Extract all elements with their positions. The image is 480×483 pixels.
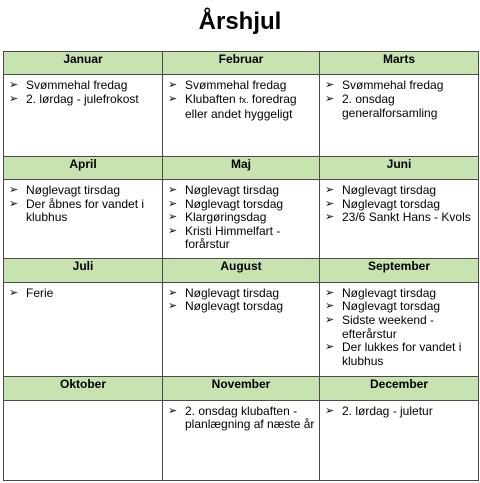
list-item: ➢ 2. lørdag - juletur xyxy=(342,405,474,419)
list-item xyxy=(185,93,315,121)
month-cell-oktober xyxy=(4,400,163,480)
month-cell-juni xyxy=(320,180,479,259)
list-item: ➢ 23/6 Sankt Hans - Kvols xyxy=(342,211,474,225)
month-header: April xyxy=(4,156,163,179)
list-item: ➢ Klargøringsdag xyxy=(185,211,315,225)
list-item: ➢ Svømmehal fredag xyxy=(26,79,158,93)
list-item: ➢ Svømmehal fredag xyxy=(342,79,474,93)
month-header: Januar xyxy=(4,52,163,75)
month-cell-januar xyxy=(4,75,163,156)
month-header: Juni xyxy=(320,156,479,179)
list-item: ➢ Nøglevagt tirsdag xyxy=(185,287,315,301)
list-item: ➢ Nøglevagt torsdag xyxy=(342,300,474,314)
list-item: ➢ Nøglevagt tirsdag xyxy=(342,287,474,301)
month-cell-april xyxy=(4,180,163,259)
month-header: August xyxy=(163,259,320,282)
list-item: ➢ Kristi Himmelfart - forårstur xyxy=(185,225,315,252)
list-item: ➢ 2. lørdag - julefrokost xyxy=(26,93,158,107)
month-header: Marts xyxy=(320,52,479,75)
list-item: ➢ 2. onsdag generalforsamling xyxy=(342,93,474,120)
month-header-row xyxy=(4,259,479,282)
month-header-row xyxy=(4,156,479,179)
list-item: ➢ Sidste weekend - efterårstur xyxy=(342,314,474,341)
month-header: Maj xyxy=(163,156,320,179)
month-header-row xyxy=(4,377,479,400)
list-item-text-tail: foredrag xyxy=(248,91,297,106)
month-cell-december xyxy=(320,400,479,480)
month-header: Oktober xyxy=(4,377,163,400)
list-item-note: fx. xyxy=(239,94,249,105)
calendar-table xyxy=(3,51,479,481)
month-cell-februar xyxy=(163,75,320,156)
list-item: ➢ Nøglevagt tirsdag xyxy=(185,184,315,198)
list-item: ➢ Nøglevagt tirsdag xyxy=(26,184,158,198)
list-item: ➢ Svømmehal fredag xyxy=(185,79,315,93)
month-header-row xyxy=(4,52,479,75)
list-item: ➢ Ferie xyxy=(26,287,158,301)
month-header: December xyxy=(320,377,479,400)
list-item: ➢ Nøglevagt torsdag xyxy=(185,300,315,314)
month-content-row xyxy=(4,180,479,259)
list-item: ➢ Nøglevagt tirsdag xyxy=(342,184,474,198)
month-content-row xyxy=(4,400,479,480)
month-content-row xyxy=(4,75,479,156)
list-item: ➢ Nøglevagt torsdag xyxy=(342,198,474,212)
month-cell-marts xyxy=(320,75,479,156)
month-cell-maj xyxy=(163,180,320,259)
list-item: ➢ Der lukkes for vandet i klubhus xyxy=(342,341,474,368)
page-title: Årshjul xyxy=(198,8,282,35)
month-header: Februar xyxy=(163,52,320,75)
list-item: ➢ Der åbnes for vandet i klubhus xyxy=(26,198,158,225)
month-header: November xyxy=(163,377,320,400)
month-cell-september xyxy=(320,282,479,377)
list-item: ➢ Nøglevagt torsdag xyxy=(185,198,315,212)
list-item: ➢ 2. onsdag klubaften - planlægning af næste år xyxy=(185,405,315,432)
list-item-text-cont: eller andet hyggeligt xyxy=(185,106,293,121)
month-content-row xyxy=(4,282,479,377)
month-cell-juli xyxy=(4,282,163,377)
month-cell-november xyxy=(163,400,320,480)
month-cell-august xyxy=(163,282,320,377)
list-item-text: Klubaften xyxy=(185,91,236,106)
month-header: Juli xyxy=(4,259,163,282)
month-header: September xyxy=(320,259,479,282)
